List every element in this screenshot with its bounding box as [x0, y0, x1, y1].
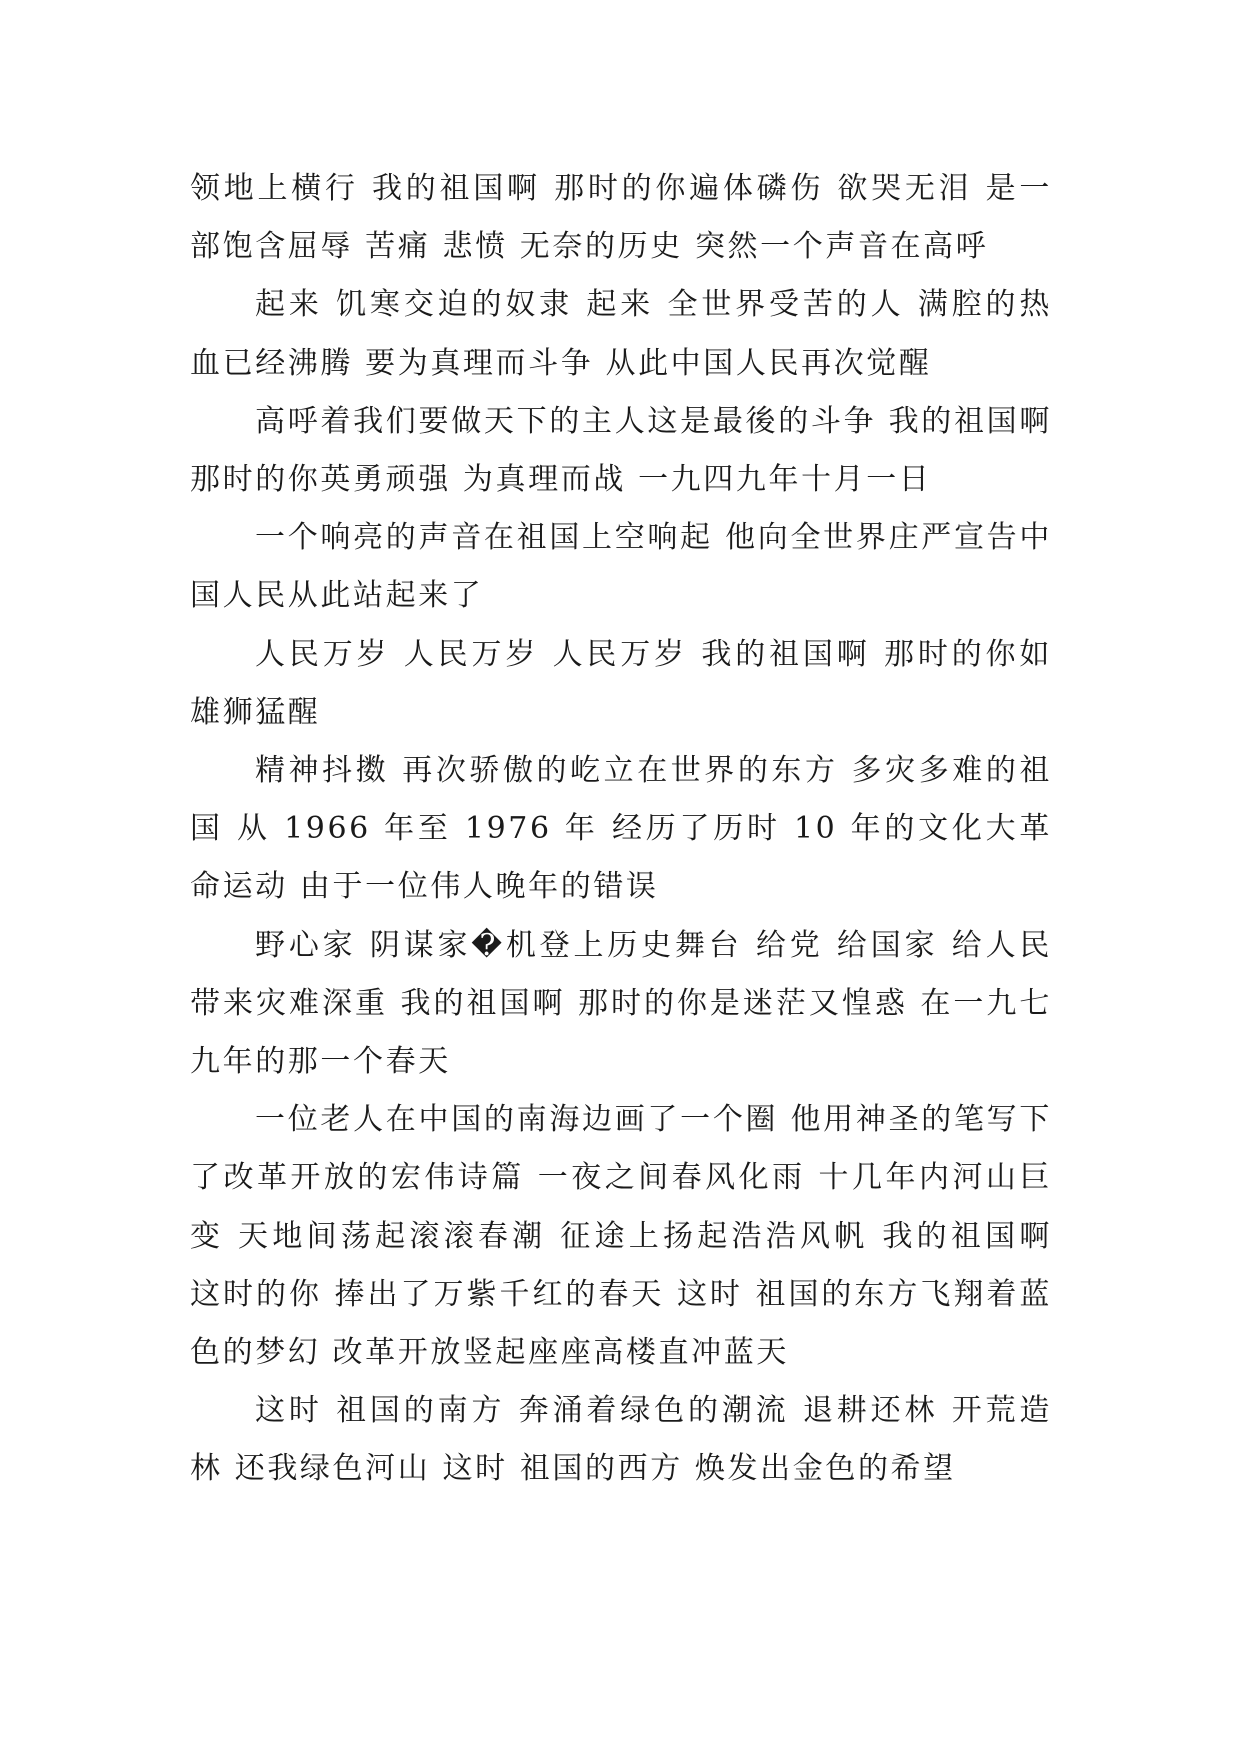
paragraph-7: 野心家 阴谋家�机登上历史舞台 给党 给国家 给人民带来灾难深重 我的祖国啊 那时的你是迷茫又惶惑 在一九七九年的那一个春天 — [190, 927, 1052, 1080]
paragraph-3: 高呼着我们要做天下的主人这是最後的斗争 我的祖国啊 那时的你英勇顽强 为真理而战 一九四九年十月一日 — [190, 403, 1052, 498]
paragraph-8: 一位老人在中国的南海边画了一个圈 他用神圣的笔写下了改革开放的宏伟诗篇 一夜之间春风化雨 十几年内河山巨变 天地间荡起滚滚春潮 征途上扬起浩浩风帆 我的祖国啊 这时的你 捧出了万紫千红的春天 这时 祖国的东方飞翔着蓝色的梦幻 改革开放竖起座座高楼直冲蓝天 — [190, 1102, 1052, 1371]
paragraph-1: 领地上横行 我的祖国啊 那时的你遍体磷伤 欲哭无泪 是一部饱含屈辱 苦痛 悲愤 无奈的历史 突然一个声音在高呼 — [190, 171, 1052, 265]
paragraph-5: 人民万岁 人民万岁 人民万岁 我的祖国啊 那时的你如雄狮猛醒 — [190, 636, 1052, 730]
paragraph-6: 精神抖擞 再次骄傲的屹立在世界的东方 多灾多难的祖国 从 1966 年至 1976 年 经历了历时 10 年的文化大革命运动 由于一位伟人晚年的错误 — [190, 753, 1052, 905]
document-body — [190, 160, 1052, 1499]
paragraph-4: 一个响亮的声音在祖国上空响起 他向全世界庄严宣告中国人民从此站起来了 — [190, 520, 1052, 614]
paragraph-2: 起来 饥寒交迫的奴隶 起来 全世界受苦的人 满腔的热血已经沸腾 要为真理而斗争 从此中国人民再次觉醒 — [190, 287, 1052, 381]
paragraph-9: 这时 祖国的南方 奔涌着绿色的潮流 退耕还林 开荒造林 还我绿色河山 这时 祖国的西方 焕发出金色的希望 — [190, 1393, 1052, 1487]
